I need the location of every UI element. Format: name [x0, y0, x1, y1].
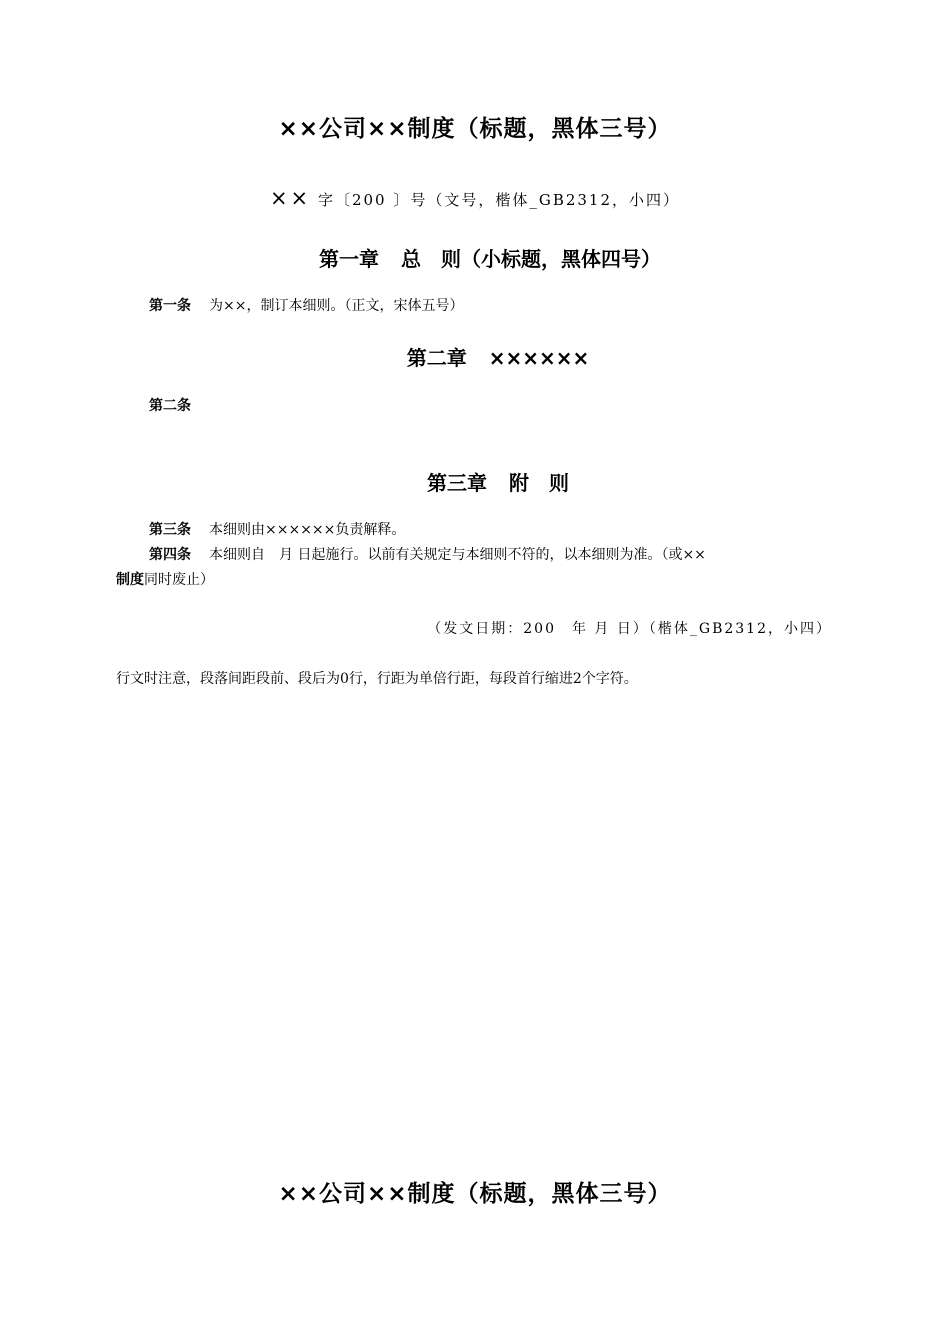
- chapter-label: 第三章: [427, 471, 487, 495]
- article-text: 本细则自 月 日起施行。以前有关规定与本细则不符的，以本细则为准。（或××: [209, 547, 706, 563]
- article-text: 本细则由××××××负责解释。: [209, 522, 406, 538]
- article-4-continuation: [116, 568, 214, 592]
- article-text: 为××，制订本细则。（正文，宋体五号）: [209, 298, 464, 314]
- document-title: ××公司××制度（标题，黑体三号）: [278, 116, 672, 142]
- chapter-heading-1: [0, 243, 950, 272]
- article-text: 同时废止）: [144, 572, 214, 588]
- next-page-title: ××公司××制度（标题，黑体三号）: [278, 1181, 672, 1207]
- article-1: [149, 294, 463, 318]
- article-3: [149, 518, 405, 542]
- formatting-note: 行文时注意，段落间距段前、段后为0行，行距为单倍行距，每段首行缩进2个字符。: [116, 671, 638, 687]
- chapter-heading-3: [0, 467, 950, 496]
- document-number: [0, 186, 950, 210]
- article-4: [149, 543, 706, 567]
- issue-date: （发文日期：200 年 月 日）（楷体_GB2312，小四）: [427, 621, 832, 637]
- article-2: [149, 394, 209, 418]
- document-number-marks: ××: [269, 186, 312, 210]
- chapter-label: 第一章: [319, 247, 379, 271]
- article-label: 第四条: [149, 547, 191, 563]
- article-label: 第三条: [149, 522, 191, 538]
- chapter-name: 总 则（小标题，黑体四号）: [401, 247, 661, 271]
- article-label: 第一条: [149, 298, 191, 314]
- document-number-text: 字〔200 〕号（文号，楷体_GB2312，小四）: [317, 191, 681, 209]
- chapter-name: 附 则: [509, 471, 569, 495]
- chapter-heading-2: [0, 342, 950, 371]
- chapter-name: ××××××: [488, 346, 590, 370]
- article-label: 第二条: [149, 398, 191, 414]
- article-text-bold: 制度: [116, 572, 144, 588]
- chapter-label: 第二章: [406, 346, 467, 370]
